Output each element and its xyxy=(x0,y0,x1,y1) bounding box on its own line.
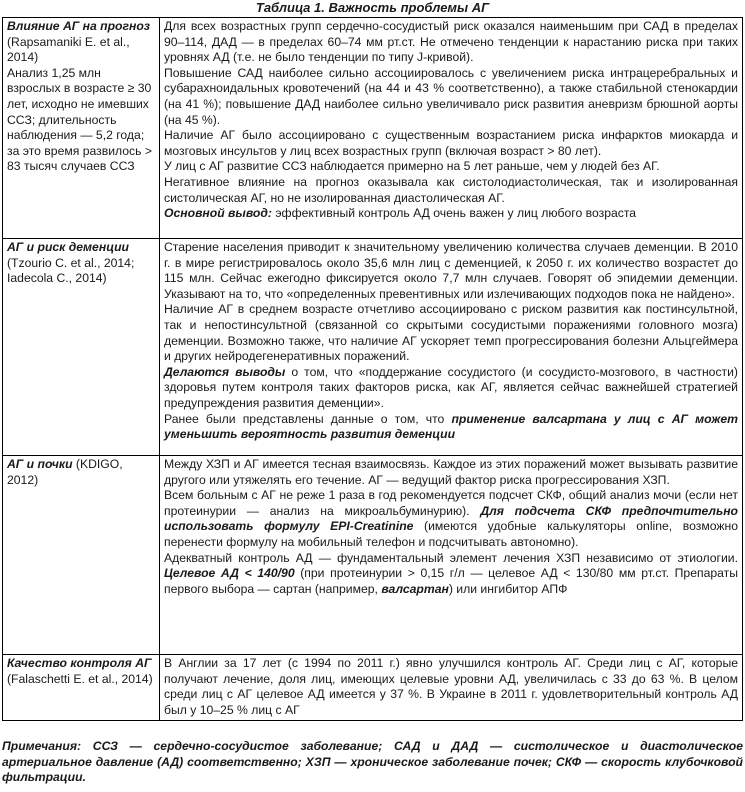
paragraph: Для всех возрастных групп сердечно-сосудистый риск оказался наименьшим при САД в пределах 90–114, ДАД — в пределах 60–74 мм рт.ст. Не отмечено тенденции к нарастанию риска при таких уровнях АД (т.е. не было тенденции по типу J-кривой). xyxy=(164,19,738,65)
row-heading-cell xyxy=(3,655,160,721)
paragraph: Старение населения приводит к значительному увеличению количества случаев деменции. В 2010 г. в мире регистрировалось около 35,6 млн лиц с деменцией, к 2050 г. их количество возрастет до 115 млн. Сейчас ежегодно фиксируется около 7,7 млн случаев. Говорят об эпидемии деменции. Указывают на то, что «определенных превентивных или излечивающих подходов пока не найдено». xyxy=(164,240,738,301)
row-content-cell xyxy=(160,655,743,721)
paragraph-text: (при протеинурии > 0,15 г/л — целевое АД < 130/80 мм рт.ст. Препараты первого выбора — сартан (например, xyxy=(164,566,738,596)
paragraph-text: Адекватный контроль АД — фундаментальный элемент лечения ХЗП независимо от этиологии. xyxy=(164,550,738,565)
paragraph-text: (имеются удобные калькуляторы online, возможно перенести формулу на мобильный телефон и подсчитывать автономно). xyxy=(164,519,739,549)
table-row xyxy=(3,655,743,721)
paragraph-text: Всем больным с АГ не реже 1 раза в год рекомендуется подсчет СКФ, общий анализ мочи (если нет протеинурии — анализ на микроальбуминурию). xyxy=(164,488,738,518)
importance-table xyxy=(2,17,743,721)
row-source: (Falaschetti E. et al., 2014) xyxy=(7,671,153,686)
paragraph-text: ) или ингибитор АПФ xyxy=(448,581,568,596)
row-title: Качество контроля АГ xyxy=(7,656,152,670)
table-caption: Таблица 1. Важность проблемы АГ xyxy=(255,0,490,15)
emphasis: применение валсартана у лиц с АГ может уменьшить вероятность развития деменции xyxy=(164,411,738,442)
row-heading-cell xyxy=(3,456,160,655)
paragraph xyxy=(164,365,738,412)
row-heading-cell xyxy=(3,239,160,456)
conclusion-label: Основной вывод: xyxy=(164,206,272,221)
emphasis: Целевое АД < 140/90 xyxy=(164,566,295,581)
row-source: (Tzourio C. et al., 2014; Iadecola C., 2014) xyxy=(7,255,135,286)
table-row xyxy=(3,18,743,239)
row-source: (KDIGO, 2012) xyxy=(7,457,123,487)
conclusion-text: эффективный контроль АД очень важен у лиц любого возраста xyxy=(271,206,637,221)
paragraph xyxy=(164,551,738,598)
row-source: (Rapsamaniki E. et al., 2014) xyxy=(7,34,130,65)
emphasis: валсартан xyxy=(381,581,449,596)
paragraph: У лиц с АГ развитие ССЗ наблюдается примерно на 5 лет раньше, чем у людей без АГ. xyxy=(164,159,660,174)
paragraph: Наличие АГ в среднем возрасте отчетливо ассоциировано с риском развития как постинсультной, так и непостинсультной (связанной со скрытыми сосудистыми поражениями головного мозга) деменции. Возможно также, что наличие АГ ускоряет темп прогрессирования болезни Альцгеймера и других нейродегенеративных поражений. xyxy=(164,302,738,364)
paragraph-text: о том, что «поддержание сосудистого (и сосудисто-мозгового, в частности) здоровья путем контроля таких факторов риска, как АГ, является сейчас важнейшей стратегией предупреждения развития деменции». xyxy=(164,364,738,410)
row-title: АГ и риск деменции xyxy=(7,240,129,254)
emphasis: Для подсчета СКФ предпочтительно использовать формулу EPI-Creatinine xyxy=(164,503,738,534)
paragraph: Наличие АГ было ассоциировано с существенным возрастанием риска инфарктов миокарда и мозговых инсультов у лиц всех возрастных групп (включая возраст > 80 лет). xyxy=(164,128,738,158)
paragraph: Негативное влияние на прогноз оказывала как систолодиастолическая, так и изолированная систолическая АГ, но не изолированная диастолическая АГ. xyxy=(164,174,738,205)
paragraph xyxy=(164,488,738,550)
row-title: Влияние АГ на прогноз xyxy=(7,19,151,33)
row-content-cell xyxy=(160,456,743,655)
row-content-cell xyxy=(160,18,743,239)
emphasis: Делаются выводы xyxy=(164,364,286,379)
row-heading-cell xyxy=(3,18,160,239)
table-notes: Примечания: ССЗ — сердечно-сосудистое заболевание; САД и ДАД — систолическое и диастолическое артериальное давление (АД) соответственно; ХЗП — хроническое заболевание почек; СКФ — скорость клубочковой фильтрации. xyxy=(2,739,743,785)
paragraph: Повышение САД наиболее сильно ассоциировалось с увеличением риска интрацеребральных и субарахноидальных кровотечений (на 44 и 43 % соответственно), а также стабильной стенокардии (на 41 %); повышение ДАД наиболее сильно увеличивало риск развития аневризм брюшной аорты (на 45 %). xyxy=(164,65,738,127)
paragraph-text: Ранее были представлены данные о том, что xyxy=(164,411,452,426)
row-title: АГ и почки xyxy=(7,457,73,471)
row-content-cell xyxy=(160,239,743,456)
paragraph: Между ХЗП и АГ имеется тесная взаимосвязь. Каждое из этих поражений может вызывать развитие другого или утяжелять его течение. АГ — ведущий фактор риска прогрессирования ХЗП. xyxy=(164,457,738,487)
table-row xyxy=(3,456,743,655)
table-row xyxy=(3,239,743,456)
conclusion xyxy=(164,206,738,222)
row-extra: Анализ 1,25 млн взрослых в возрасте ≥ 30 лет, исходно не имевших ССЗ; длительность наблюдения — 5,2 года; за это время развилось > 83 тысяч случаев ССЗ xyxy=(7,65,152,174)
paragraph xyxy=(164,412,738,443)
paragraph: В Англии за 17 лет (с 1994 по 2011 г.) явно улучшился контроль АГ. Среди лиц с АГ, которые получают лечение, доля лиц, имеющих целевые уровни АД, увеличилась с 33 до 63 %. В целом среди лиц с АГ целевое АД имеется у 37 %. В Украине в 2011 г. удовлетворительный контроль АД был у 10–25 % лиц с АГ xyxy=(164,656,738,717)
